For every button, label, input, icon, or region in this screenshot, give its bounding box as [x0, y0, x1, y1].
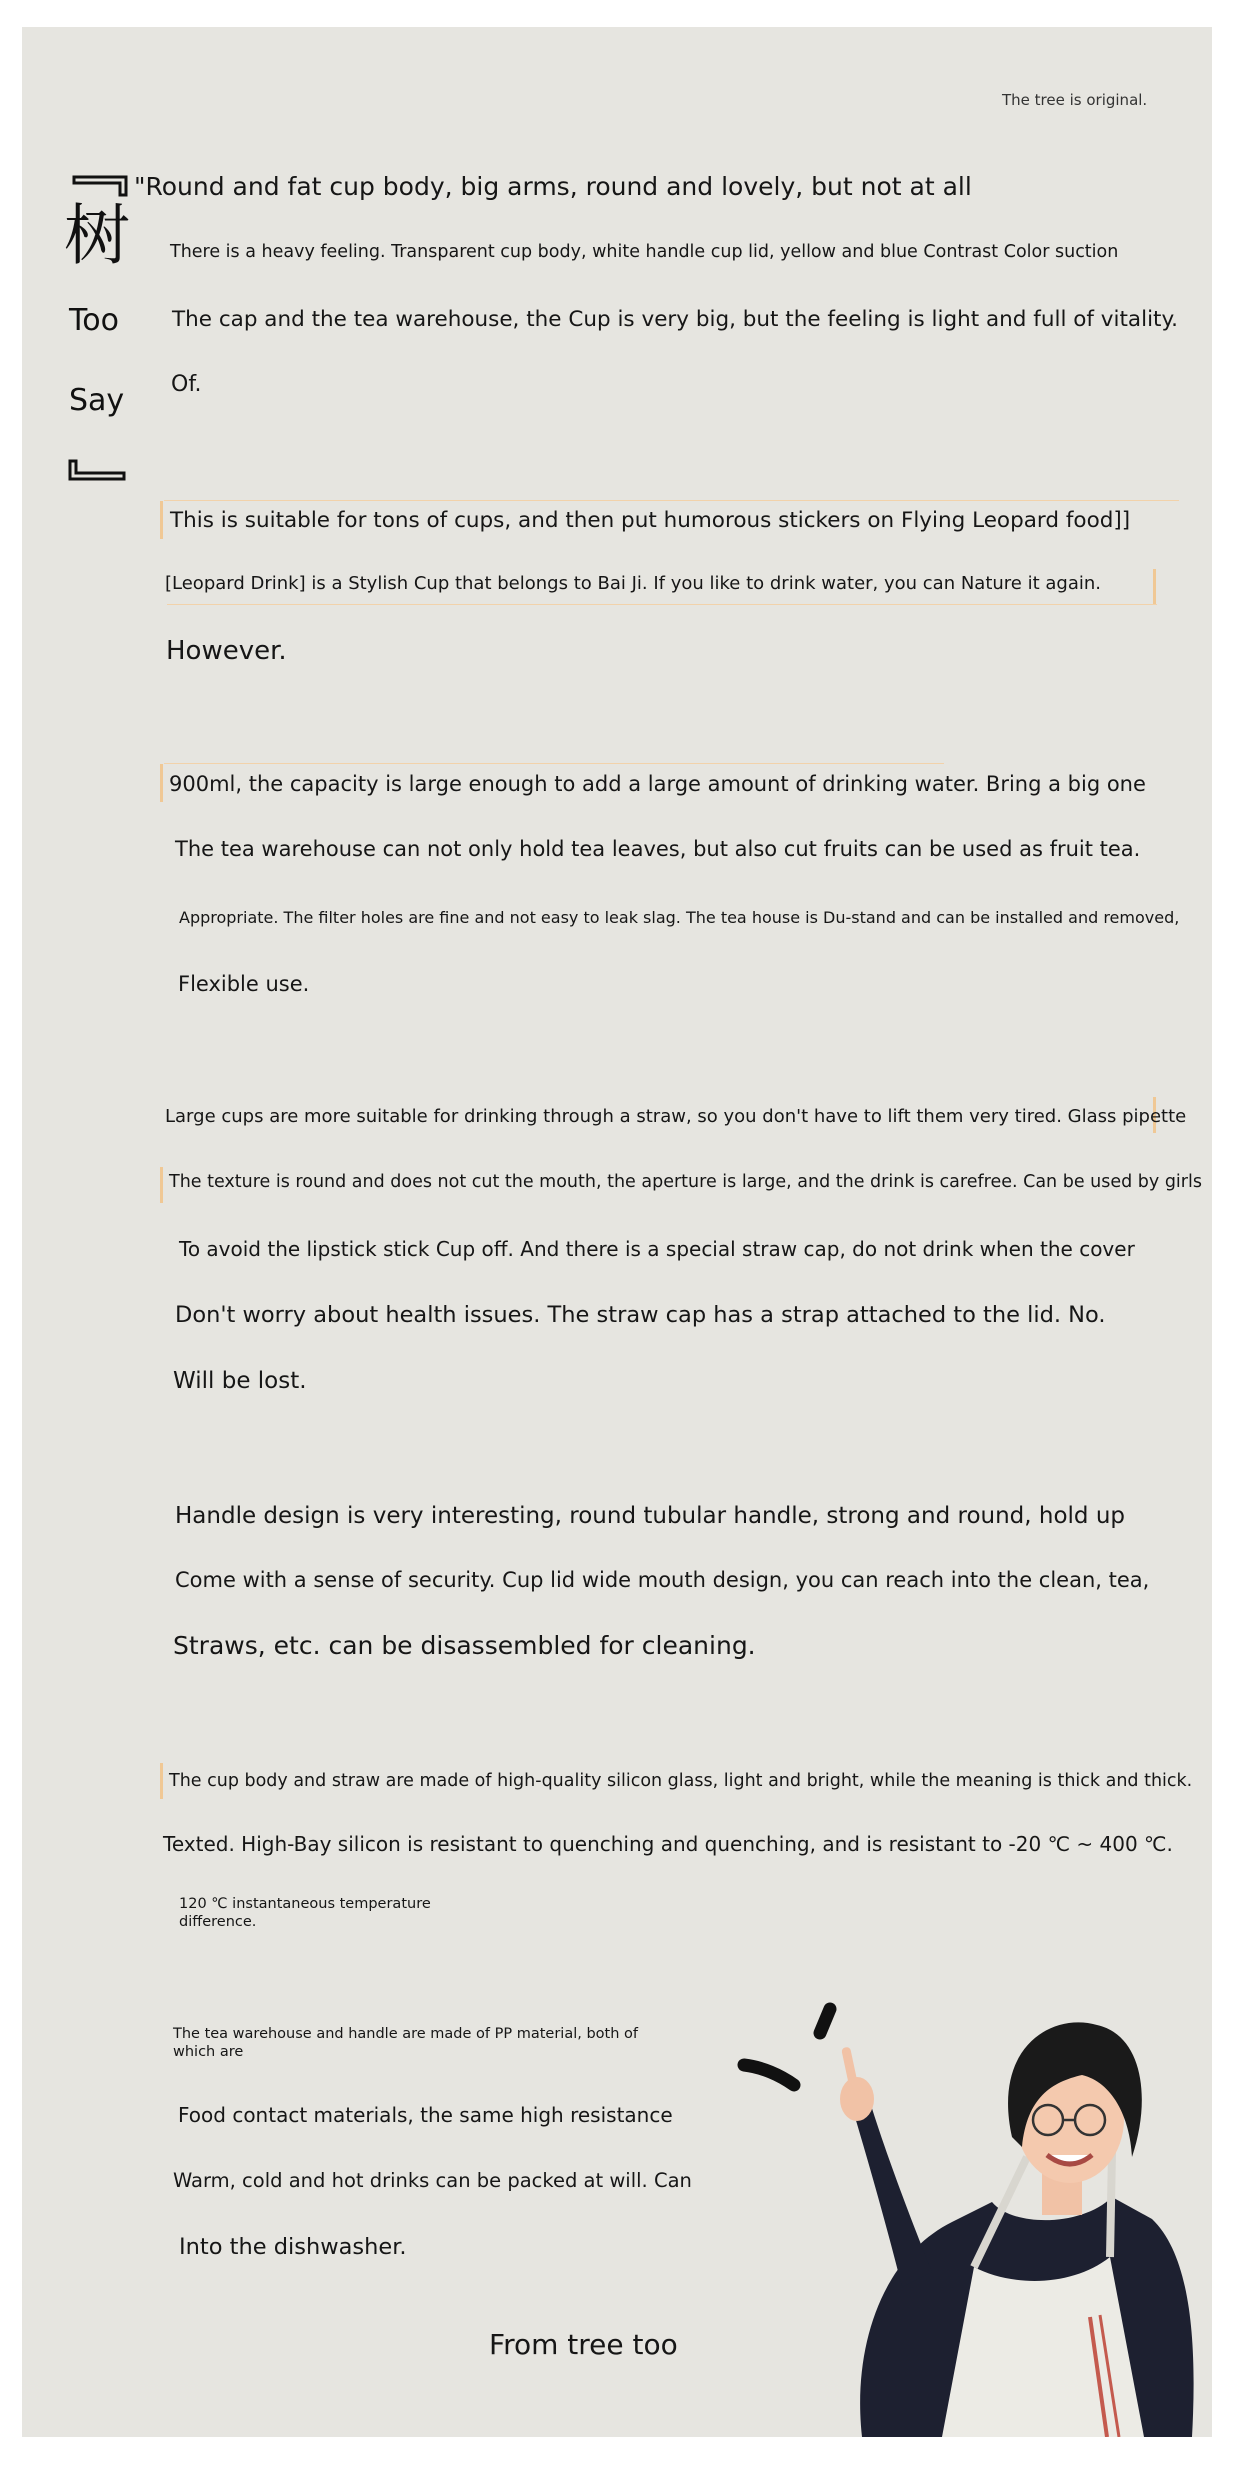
accent-bar — [160, 501, 163, 539]
pp-line-4: Into the dishwasher. — [179, 2234, 407, 2260]
material-line-1: The cup body and straw are made of high-quality silicon glass, light and bright, while the meaning is thick and thick. — [169, 1771, 1193, 1791]
intro-line-4: Of. — [171, 372, 202, 397]
leopard-line-2: [Leopard Drink] is a Stylish Cup that belongs to Bai Ji. If you like to drink water, you can Nature it again. — [165, 573, 1101, 594]
title-word-too: Too — [69, 303, 119, 338]
handle-line-1: Handle design is very interesting, round tubular handle, strong and round, hold up — [175, 1503, 1126, 1529]
accent-bar — [160, 1763, 163, 1799]
intro-line-2: There is a heavy feeling. Transparent cup body, white handle cup lid, yellow and blue Contrast Color suction — [170, 242, 1119, 262]
doodle-stroke-icon — [820, 2009, 830, 2033]
divider-line — [164, 500, 1179, 501]
pp-line-3: Warm, cold and hot drinks can be packed at will. Can — [173, 2169, 692, 2192]
straw-line-5: Will be lost. — [173, 1368, 307, 1394]
leopard-line-1: This is suitable for tons of cups, and then put humorous stickers on Flying Leopard food]] — [170, 508, 1131, 533]
accent-bar — [160, 1167, 163, 1203]
handle-line-3: Straws, etc. can be disassembled for cleaning. — [173, 1631, 756, 1660]
capacity-line-2: The tea warehouse can not only hold tea leaves, but also cut fruits can be used as fruit tea. — [175, 837, 1141, 861]
divider-line — [164, 763, 944, 764]
straw-line-2: The texture is round and does not cut the mouth, the aperture is large, and the drink is carefree. Can be used by girls — [169, 1172, 1202, 1192]
handle-line-2: Come with a sense of security. Cup lid wide mouth design, you can reach into the clean, tea, — [175, 1568, 1150, 1592]
original-note: The tree is original. — [1002, 91, 1148, 109]
leopard-line-3: However. — [166, 636, 287, 666]
accent-bar — [160, 764, 163, 802]
accent-bar — [1153, 569, 1156, 605]
material-line-3: 120 ℃ instantaneous temperature difference. — [179, 1896, 431, 1931]
close-bracket-icon — [68, 459, 126, 481]
title-glyph: 树 — [64, 197, 130, 274]
pp-line-1: The tea warehouse and handle are made of PP material, both of which are — [173, 2026, 638, 2061]
signature: From tree too — [489, 2328, 678, 2361]
pp-line-2: Food contact materials, the same high resistance — [178, 2103, 673, 2127]
title-word-say: Say — [69, 383, 125, 418]
straw-line-1: Large cups are more suitable for drinking through a straw, so you don't have to lift them very tired. Glass pipette — [165, 1106, 1187, 1127]
divider-line — [167, 604, 1157, 605]
doodle-stroke-icon — [744, 2065, 794, 2085]
pointing-woman-illustration — [692, 1987, 1212, 2437]
material-line-2: Texted. High-Bay silicon is resistant to quenching and quenching, and is resistant to -20 ℃ ~ 400 ℃. — [163, 1832, 1173, 1856]
intro-line-1: "Round and fat cup body, big arms, round and lovely, but not at all — [134, 172, 972, 201]
capacity-line-3: Appropriate. The filter holes are fine and not easy to leak slag. The tea house is Du-stand and can be installed and removed, — [179, 908, 1180, 927]
capacity-line-4: Flexible use. — [178, 972, 310, 996]
open-bracket-icon — [72, 175, 128, 197]
article-poster — [22, 27, 1212, 2437]
straw-line-3: To avoid the lipstick stick Cup off. And there is a special straw cap, do not drink when the cover — [179, 1237, 1135, 1261]
straw-line-4: Don't worry about health issues. The straw cap has a strap attached to the lid. No. — [175, 1302, 1106, 1328]
capacity-line-1: 900ml, the capacity is large enough to add a large amount of drinking water. Bring a big one — [169, 772, 1146, 796]
intro-line-3: The cap and the tea warehouse, the Cup is very big, but the feeling is light and full of vitality. — [172, 307, 1178, 332]
